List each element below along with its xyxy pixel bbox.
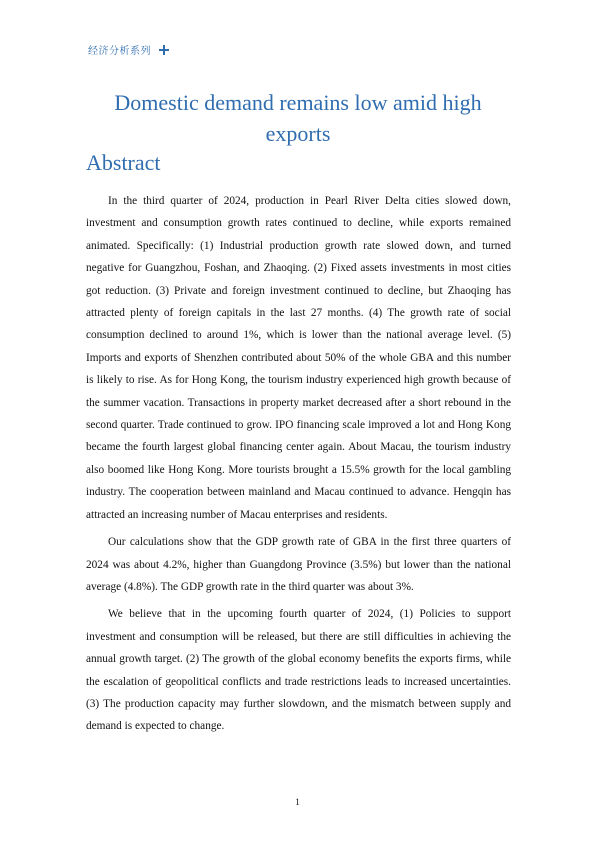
paragraph: We believe that in the upcoming fourth quarter of 2024, (1) Policies to support investment and consumption will be released, but there are still difficulties in achieving the annual growth target. (2) The growth of the global economy benefits the exports firms, while the escalation of geopolitical conflicts and trade restrictions leads to increased uncertainties. (3) The production capacity may further slowdown, and the mismatch between supply and demand is expected to change.	[86, 608, 511, 733]
paragraph: In the third quarter of 2024, production in Pearl River Delta cities slowed down, investment and consumption growth rates continued to decline, while exports remained animated. Specifically: (1) Industrial production growth rate slowed down, and turned negative for Guangzhou, Foshan, and Zhaoqing. (2) Fixed assets investments in most cities got reduction. (3) Private and foreign investment continued to decline, but Zhaoqing has attracted plenty of foreign capitals in the last 27 months. (4) The growth rate of social consumption declined to around 1%, which is lower than the national average level. (5) Imports and exports of Shenzhen contributed about 50% of the whole GBA and this number is likely to rise. As for Hong Kong, the tourism industry experienced high growth because of the summer vacation. Transactions in property market decreased after a short rebound in the second quarter. Trade continued to grow. IPO financing scale improved a lot and Hong Kong became the fourth largest global financing center again. About Macau, the tourism industry also boomed like Hong Kong. More tourists brought a 15.5% growth for the local gambling industry. The cooperation between mainland and Macau continued to advance. Hengqin has attracted an increasing number of Macau enterprises and residents.	[86, 195, 511, 521]
abstract-body	[86, 190, 511, 743]
page-number: 1	[295, 797, 300, 807]
plus-icon	[159, 45, 169, 55]
page-header	[88, 42, 169, 57]
series-label: 经济分析系列	[88, 46, 151, 57]
document-title: Domestic demand remains low amid high exports	[114, 90, 482, 146]
paragraph: Our calculations show that the GDP growth rate of GBA in the first three quarters of 2024 was about 4.2%, higher than Guangdong Province (3.5%) but lower than the national average (4.8%). The GDP growth rate in the third quarter was about 3%.	[86, 536, 511, 593]
abstract-heading: Abstract	[86, 150, 161, 175]
